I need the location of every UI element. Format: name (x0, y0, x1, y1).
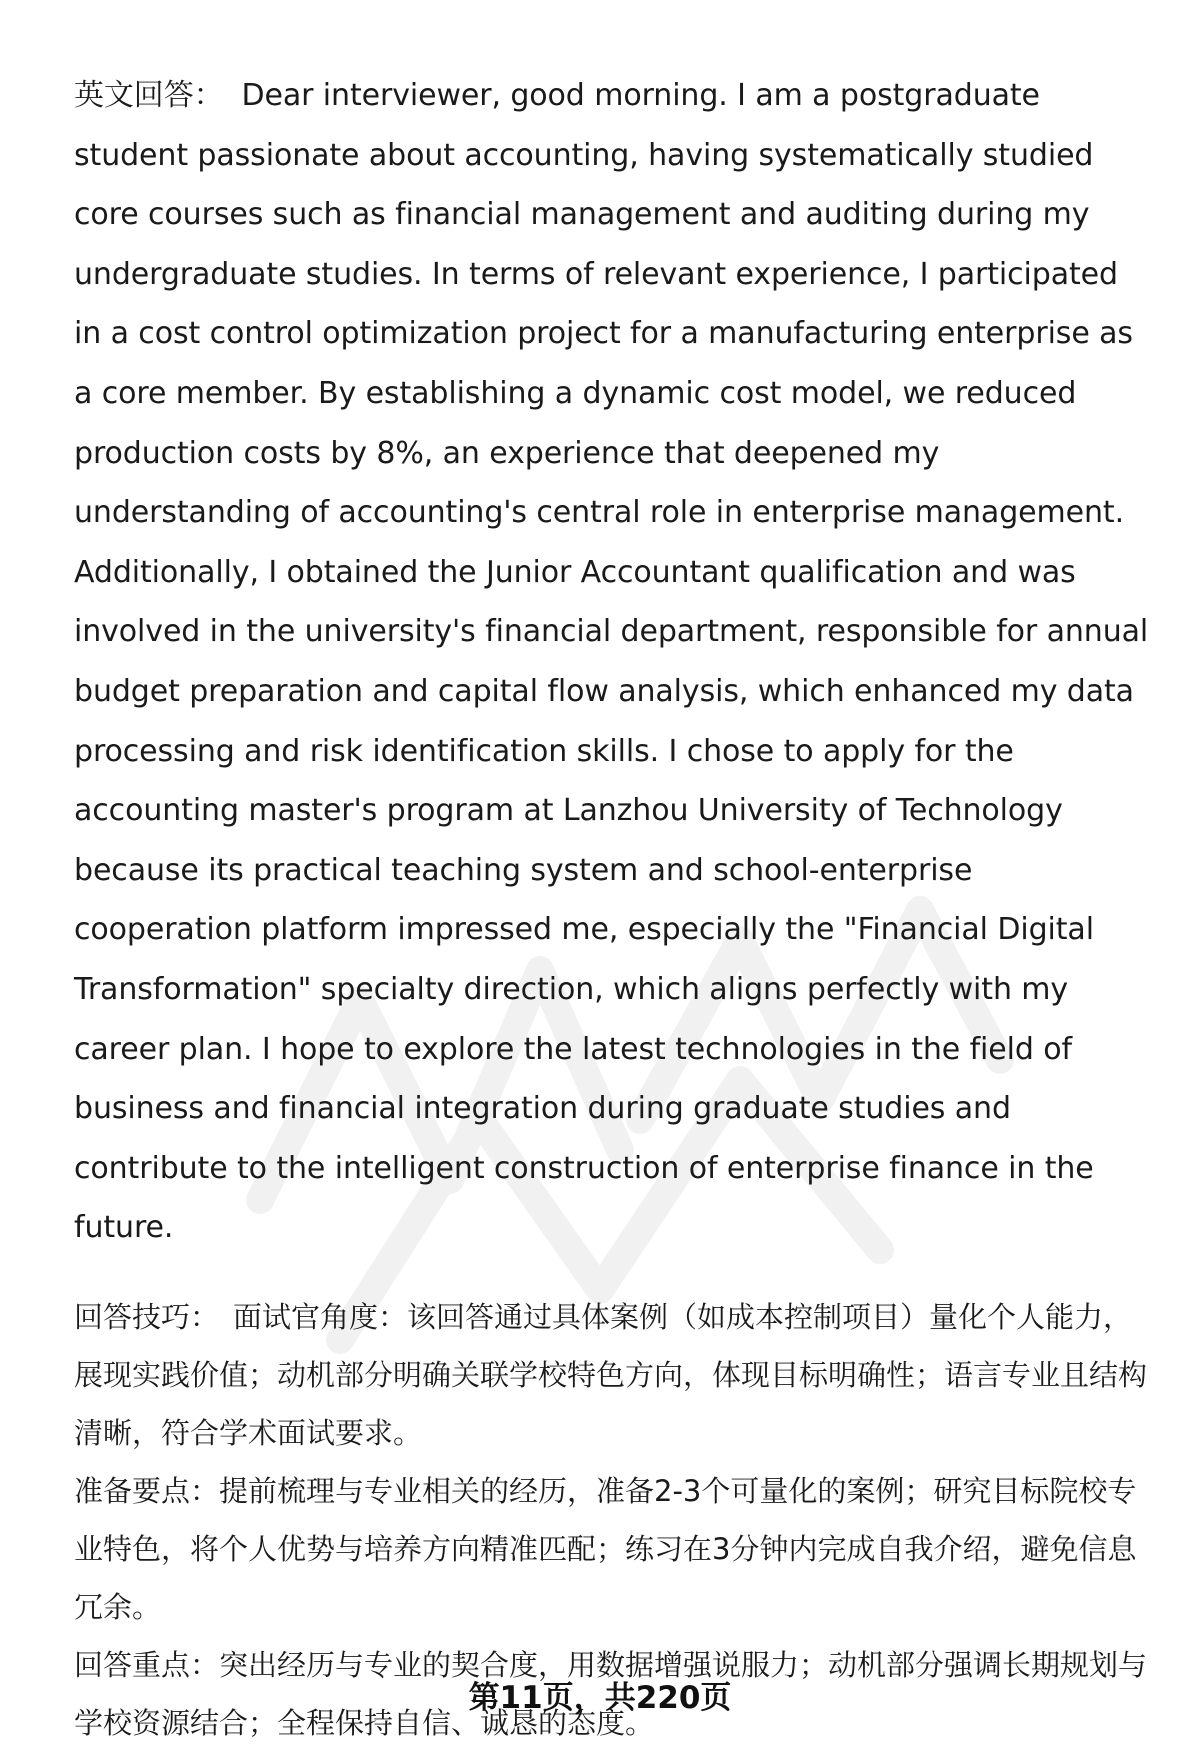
answer-tips-paragraph (74, 1288, 1154, 1462)
answer-tips-label: 回答技巧： (74, 1299, 220, 1334)
key-points-text: 突出经历与专业的契合度，用数据增强说服力；动机部分强调长期规划与学校资源结合；全程保持自信、诚恳的态度。 (74, 1647, 1148, 1740)
preparation-points-paragraph (74, 1462, 1154, 1636)
content-area (74, 66, 1154, 1752)
key-points-label: 回答重点： (74, 1647, 220, 1682)
english-answer-paragraph (74, 66, 1154, 1258)
preparation-points-text: 提前梳理与专业相关的经历，准备2-3个可量化的案例；研究目标院校专业特色，将个人优势与培养方向精准匹配；练习在3分钟内完成自我介绍，避免信息冗余。 (74, 1473, 1137, 1624)
page-indicator: 第11页，共220页 (468, 1680, 732, 1716)
preparation-points-label: 准备要点： (74, 1473, 220, 1508)
english-answer-text: Dear interviewer, good morning. I am a postgraduate student passionate about accounting, having systematically studied core courses such as financial management and auditing during my undergraduate studies. In terms of relevant experience, I participated in a cost control optimization project for a manufacturing enterprise as a core member. By establishing a dynamic cost model, we reduced production costs by 8%, an experience that deepened my understanding of accounting's central role in enterprise management. Additionally, I obtained the Junior Accountant qualification and was involved in the university's financial department, responsible for annual budget preparation and capital flow analysis, which enhanced my data processing and risk identification skills. I chose to apply for the accounting master's program at Lanzhou University of Technology because its practical teaching system and school-enterprise cooperation platform impressed me, especially the "Financial Digital Transformation" specialty direction, which aligns perfectly with my career plan. I hope to explore the latest technologies in the field of business and financial integration during graduate studies and contribute to the intelligent construction of enterprise finance in the future. (74, 78, 1149, 1246)
answer-tips-text: 面试官角度：该回答通过具体案例（如成本控制项目）量化个人能力，展现实践价值；动机部分明确关联学校特色方向，体现目标明确性；语言专业且结构清晰，符合学术面试要求。 (74, 1299, 1148, 1450)
english-answer-label: 英文回答： (74, 78, 224, 113)
